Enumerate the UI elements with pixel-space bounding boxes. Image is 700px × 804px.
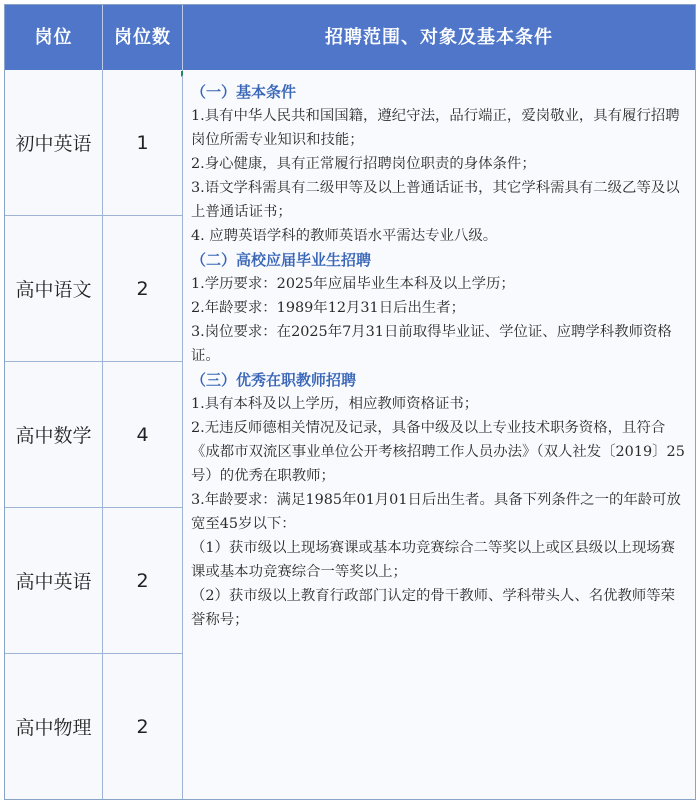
table-row <box>5 216 182 362</box>
conditions-cell <box>183 70 695 799</box>
column-divider <box>102 70 103 799</box>
position-name: 高中英语 <box>15 571 92 593</box>
condition-item: （2）获市级以上教育行政部门认定的骨干教师、学科带头人、名优教师等荣誉称号； <box>191 588 676 628</box>
position-column <box>5 70 182 799</box>
section-title: （二）高校应届毕业生招聘 <box>191 251 372 269</box>
position-name: 高中数学 <box>15 425 92 447</box>
condition-item: 1.具有中华人民共和国国籍，遵纪守法，品行端正，爱岗敬业，具有履行招聘岗位所需专业知识和技能； <box>191 108 680 148</box>
table-row <box>5 654 182 799</box>
table-row <box>5 508 182 654</box>
position-name: 高中物理 <box>15 717 92 739</box>
table-row <box>5 70 182 216</box>
position-count: 1 <box>136 131 149 154</box>
position-name: 初中英语 <box>15 133 92 155</box>
position-count: 4 <box>136 423 149 446</box>
header-position: 岗位 <box>34 27 73 48</box>
condition-item: 1.具有本科及以上学历，相应教师资格证书； <box>191 396 479 412</box>
condition-item: 2.身心健康，具有正常履行招聘岗位职责的身体条件； <box>191 156 536 172</box>
condition-item: 3.岗位要求：在2025年7月31日前取得毕业证、学位证、应聘学科教师资格证。 <box>191 324 672 364</box>
table-row <box>5 362 182 508</box>
position-count: 2 <box>136 277 149 300</box>
position-count: 2 <box>136 715 149 738</box>
condition-item: 2.无违反师德相关情况及记录，具备中级及以上专业技术职务资格，且符合《成都市双流区事业单位公开考核招聘工作人员办法》（双人社发〔2019〕25号）的优秀在职教师； <box>191 420 685 484</box>
section-title: （三）优秀在职教师招聘 <box>191 371 357 389</box>
condition-item: 3.语文学科需具有二级甲等及以上普通话证书，其它学科需具有二级乙等及以上普通话证书； <box>191 180 680 220</box>
position-name: 高中语文 <box>15 279 92 301</box>
header-count: 岗位数 <box>114 27 171 48</box>
condition-item: （1）获市级以上现场赛课或基本功竞赛综合二等奖以上或区县级以上现场赛课或基本功竞赛综合一等奖以上； <box>191 540 676 580</box>
condition-item: 4. 应聘英语学科的教师英语水平需达专业八级。 <box>191 228 498 244</box>
table-header <box>5 5 695 70</box>
condition-item: 1.学历要求：2025年应届毕业生本科及以上学历； <box>191 276 515 292</box>
recruitment-table <box>4 4 696 800</box>
section-title: （一）基本条件 <box>191 83 297 101</box>
condition-item: 2.年龄要求：1989年12月31日后出生者； <box>191 300 466 316</box>
header-conditions: 招聘范围、对象及基本条件 <box>325 27 553 48</box>
condition-item: 3.年龄要求：满足1985年01月01日后出生者。具备下列条件之一的年龄可放宽至45岁以下： <box>191 492 681 532</box>
position-count: 2 <box>136 569 149 592</box>
